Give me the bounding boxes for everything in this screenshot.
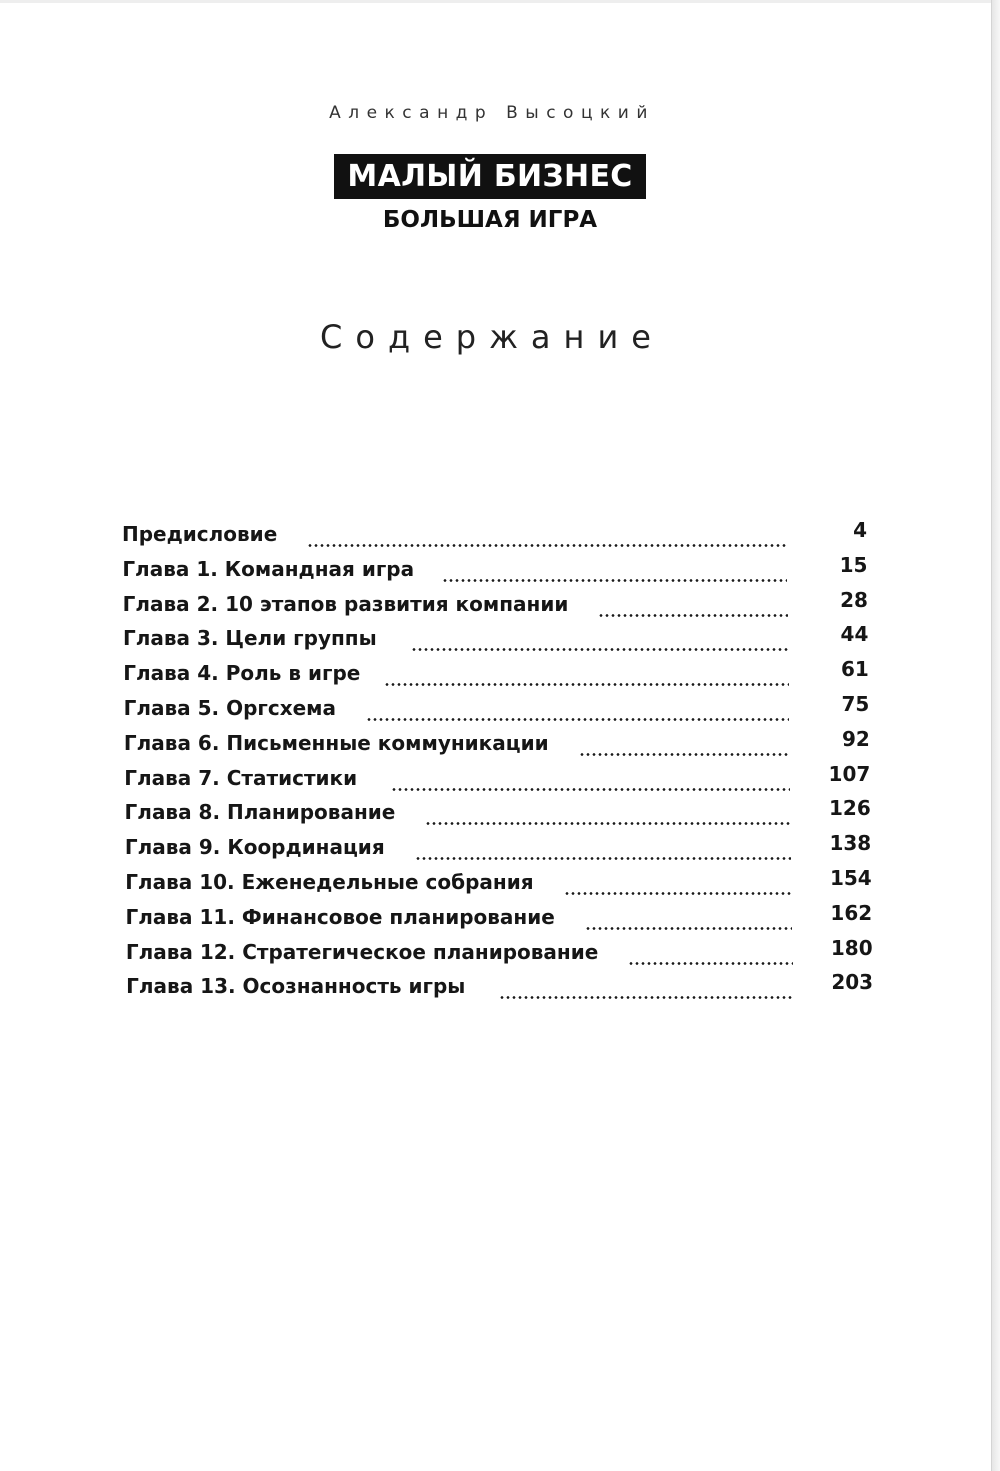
toc-leader-dots xyxy=(415,857,792,860)
toc-leader-dots xyxy=(579,753,790,756)
toc-leader-dots xyxy=(384,683,788,686)
toc-entry-label: Глава 9. Координация xyxy=(124,835,385,860)
toc-entry-page: 126 xyxy=(828,796,871,821)
toc-entry xyxy=(125,866,872,900)
toc-entry xyxy=(123,622,868,656)
page-right-edge xyxy=(991,0,1000,1471)
toc-entry-page: 28 xyxy=(840,587,868,612)
toc-entry-label: Глава 1. Командная игра xyxy=(122,556,415,581)
toc-leader-dots xyxy=(425,822,790,825)
toc-entry-page: 138 xyxy=(829,831,872,856)
toc-entry-page: 4 xyxy=(853,518,867,542)
toc-entry-page: 44 xyxy=(840,622,869,647)
book-author: Александр Высоцкий xyxy=(329,103,655,123)
contents-heading: Содержание xyxy=(320,318,664,356)
toc-leader-dots xyxy=(411,648,789,651)
page-top-edge xyxy=(0,0,1000,3)
toc-entry xyxy=(123,588,868,622)
toc-entry xyxy=(122,553,867,587)
toc-entry xyxy=(125,796,871,830)
toc-entry-label: Глава 8. Планирование xyxy=(124,800,396,825)
toc-entry-label: Глава 5. Оргсхема xyxy=(123,696,337,720)
toc-entry-label: Глава 12. Стратегическое планирование xyxy=(125,939,599,964)
book-title: МАЛЫЙ БИЗНЕС xyxy=(334,154,646,199)
toc-entry-page: 154 xyxy=(829,866,872,890)
toc-leader-dots xyxy=(628,962,792,965)
toc-entry xyxy=(123,657,869,691)
toc-entry-label: Глава 11. Финансовое планирование xyxy=(125,904,555,929)
toc-entry xyxy=(122,518,867,552)
toc-entry-label: Глава 7. Статистики xyxy=(124,765,358,790)
toc-entry xyxy=(126,970,873,1004)
toc-entry xyxy=(125,831,871,865)
toc-leader-dots xyxy=(366,718,789,721)
toc-entry xyxy=(124,727,870,761)
toc-entry-page: 180 xyxy=(830,935,873,960)
toc-entry xyxy=(124,692,870,726)
toc-entry-label: Глава 6. Письменные коммуникации xyxy=(123,730,549,755)
toc-leader-dots xyxy=(598,614,788,617)
toc-entry-page: 92 xyxy=(841,726,870,751)
toc-leader-dots xyxy=(442,579,787,582)
toc-entry-page: 107 xyxy=(828,761,871,786)
toc-entry xyxy=(126,936,873,970)
toc-entry-page: 162 xyxy=(830,900,873,925)
toc-entry-label: Предисловие xyxy=(122,522,278,546)
toc-entry-label: Глава 2. 10 этапов развития компании xyxy=(122,591,569,616)
toc-leader-dots xyxy=(564,892,792,895)
toc-entry-label: Глава 3. Цели группы xyxy=(122,626,377,651)
toc-leader-dots xyxy=(307,544,787,547)
toc-entry-label: Глава 13. Осознанность игры xyxy=(126,974,466,999)
toc-entry-page: 61 xyxy=(841,657,869,682)
toc-leader-dots xyxy=(585,927,792,930)
book-subtitle: БОЛЬШАЯ ИГРА xyxy=(382,207,598,233)
toc-entry-label: Глава 10. Еженедельные собрания xyxy=(125,870,534,894)
toc-entry-page: 15 xyxy=(839,552,868,577)
toc-leader-dots xyxy=(391,788,790,791)
toc-leader-dots xyxy=(499,996,793,999)
toc-entry-page: 203 xyxy=(831,970,874,995)
toc-entry xyxy=(126,901,873,935)
toc-entry-label: Глава 4. Роль в игре xyxy=(123,661,361,686)
toc-entry xyxy=(124,762,870,796)
toc-entry-page: 75 xyxy=(841,692,870,716)
